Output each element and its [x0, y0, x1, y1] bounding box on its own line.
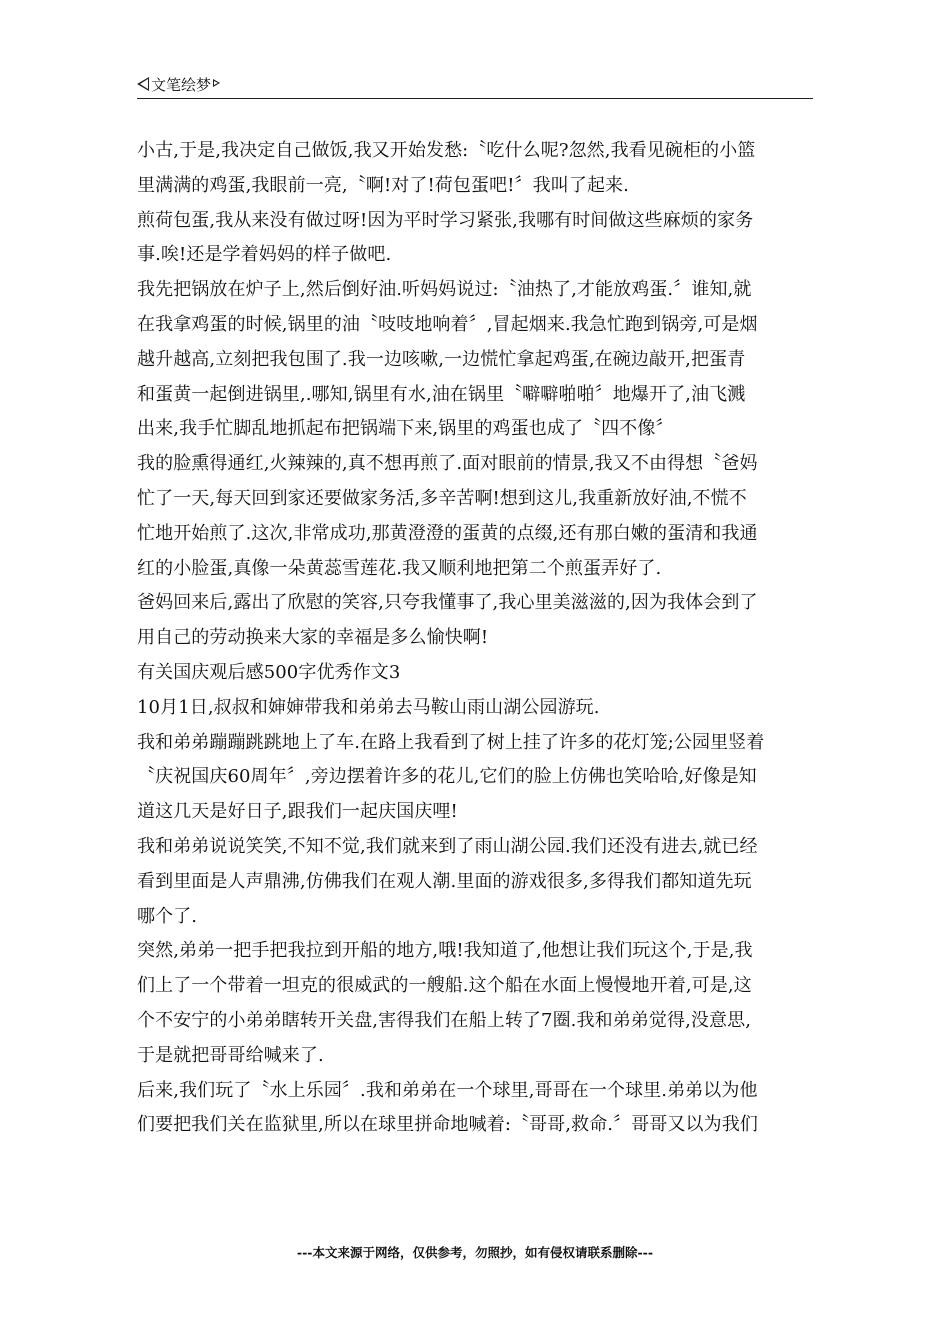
- text-line: 用自己的劳动换来大家的幸福是多么愉快啊!: [137, 627, 489, 649]
- triangle-outline-right-icon: [213, 79, 220, 87]
- footer-disclaimer: ---本文来源于网络，仅供参考，勿照抄，如有侵权请联系删除---: [296, 1245, 654, 1260]
- page-header: [137, 72, 813, 99]
- text-line: 我的脸熏得通红,火辣辣的,真不想再煎了.面对眼前的情景,我又不由得想〝爸妈: [137, 453, 758, 475]
- text-line: 小古,于是,我决定自己做饭,我又开始发愁:〝吃什么呢?忽然,我看见碗柜的小篮: [137, 140, 756, 161]
- text-line: 们要把我们关在监狱里,所以在球里拼命地喊着:〝哥哥,救命.〞哥哥又以为我们: [137, 1114, 758, 1136]
- text-line: 和蛋黄一起倒进锅里,.哪知,锅里有水,油在锅里〝噼噼啪啪〞地爆开了,油飞溅: [137, 383, 746, 405]
- triangle-outline-left-icon: [137, 77, 149, 91]
- text-line: 在我拿鸡蛋的时候,锅里的油〝吱吱地响着〞,冒起烟来.我急忙跑到锅旁,可是烟: [137, 313, 758, 335]
- text-line: 们上了一个带着一坦克的很威武的一艘船.这个船在水面上慢慢地开着,可是,这: [137, 975, 752, 997]
- text-line: 我和弟弟蹦蹦跳跳地上了车.在路上我看到了树上挂了许多的花灯笼;公园里竖着: [137, 731, 765, 753]
- text-line: 道这几天是好日子,跟我们一起庆国庆哩!: [137, 801, 458, 823]
- text-line: 有关国庆观后感500字优秀作文3: [137, 661, 401, 683]
- document-body: [137, 134, 813, 1143]
- text-line: 事.唉!还是学着妈妈的样子做吧.: [137, 244, 392, 266]
- text-line: 忙地开始煎了.这次,非常成功,那黄澄澄的蛋黄的点缀,还有那白嫩的蛋清和我通: [137, 522, 758, 544]
- text-line: 红的小脸蛋,真像一朵黄蕊雪莲花.我又顺利地把第二个煎蛋弄好了.: [137, 557, 662, 579]
- text-line: 〝庆祝国庆60周年〞,旁边摆着许多的花儿,它们的脸上仿佛也笑哈哈,好像是知: [137, 766, 757, 788]
- text-line: 哪个了.: [137, 905, 198, 927]
- header-brand: [137, 74, 220, 95]
- text-line: 看到里面是人声鼎沸,仿佛我们在观人潮.里面的游戏很多,多得我们都知道先玩: [137, 870, 752, 892]
- text-line: 后来,我们玩了〝水上乐园〞.我和弟弟在一个球里,哥哥在一个球里.弟弟以为他: [137, 1079, 758, 1101]
- header-brand-text: 文笔绘梦: [151, 76, 212, 94]
- text-line: 10月1日,叔叔和婶婶带我和弟弟去马鞍山雨山湖公园游玩.: [137, 696, 600, 718]
- text-line: 于是就把哥哥给喊来了.: [137, 1044, 324, 1066]
- text-line: 出来,我手忙脚乱地抓起布把锅端下来,锅里的鸡蛋也成了〝四不像〞: [137, 418, 674, 440]
- text-line: 里满满的鸡蛋,我眼前一亮,〝啊!对了!荷包蛋吧!〞我叫了起来.: [137, 174, 629, 196]
- text-line: 爸妈回来后,露出了欣慰的笑容,只夸我懂事了,我心里美滋滋的,因为我体会到了: [137, 592, 758, 614]
- text-line: 忙了一天,每天回到家还要做家务活,多辛苦啊!想到这儿,我重新放好油,不慌不: [137, 487, 747, 509]
- text-line: 我先把锅放在炉子上,然后倒好油.听妈妈说过:〝油热了,才能放鸡蛋.〞谁知,就: [137, 279, 752, 301]
- text-line: 越升越高,立刻把我包围了.我一边咳嗽,一边慌忙拿起鸡蛋,在碗边敲开,把蛋青: [137, 348, 746, 370]
- text-line: 突然,弟弟一把手把我拉到开船的地方,哦!我知道了,他想让我们玩这个,于是,我: [137, 940, 753, 962]
- text-line: 我和弟弟说说笑笑,不知不觉,我们就来到了雨山湖公园.我们还没有进去,就已经: [137, 835, 758, 857]
- text-line: 煎荷包蛋,我从来没有做过呀!因为平时学习紧张,我哪有时间做这些麻烦的家务: [137, 209, 754, 231]
- text-line: 个不安宁的小弟弟瞎转开关盘,害得我们在船上转了7圈.我和弟弟觉得,没意思,: [137, 1009, 752, 1031]
